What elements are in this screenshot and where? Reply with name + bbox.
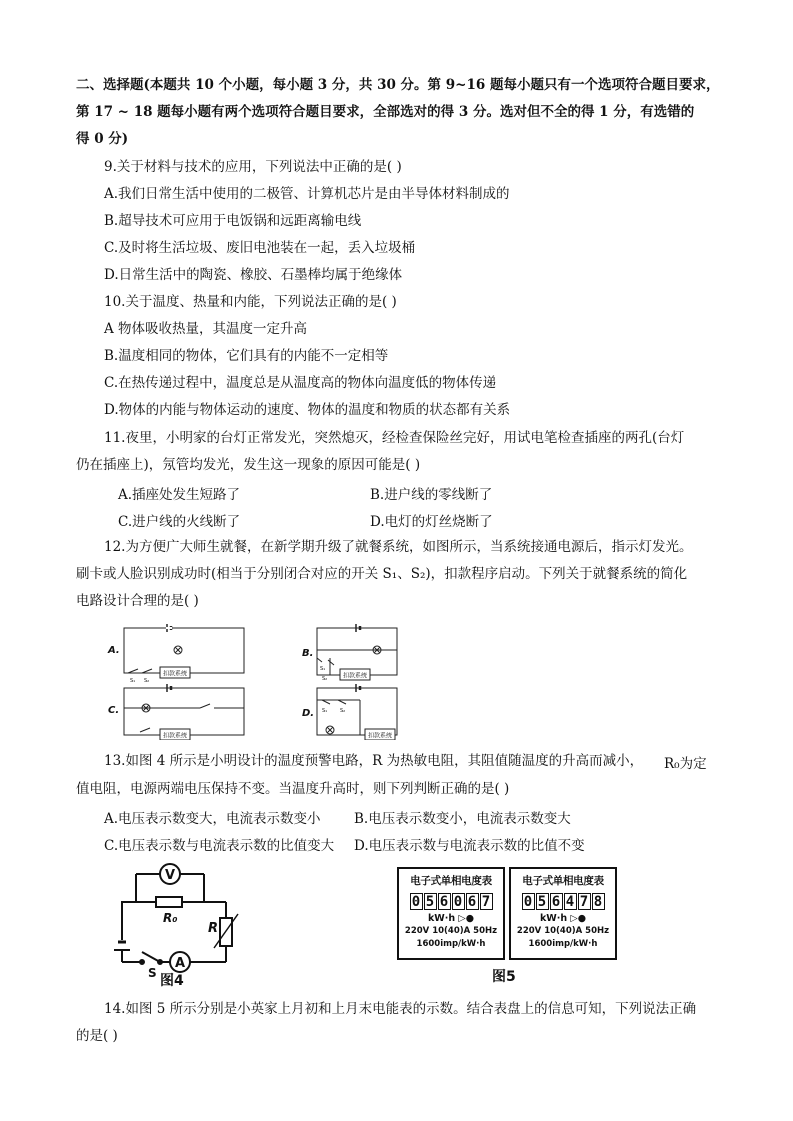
circuit-option-d-s2: S₂: [340, 708, 346, 714]
digit: 0: [410, 893, 423, 910]
digit: 8: [592, 893, 605, 910]
energy-meter-start: [397, 867, 505, 960]
question-11-option-c: C.进户线的火线断了: [118, 514, 241, 530]
circuit-option-d-s1: S₁: [322, 708, 328, 714]
circuit-option-b-s1: S₁: [320, 666, 326, 672]
section-header-line-3: 得 0 分): [76, 131, 129, 147]
voltmeter-label: V: [164, 868, 176, 883]
circuit-option-b-label: B.: [302, 648, 314, 659]
circuit-option-c-label: C.: [108, 705, 120, 716]
question-9-option-b: B.超导技术可应用于电饭锅和远距离输电线: [104, 213, 362, 229]
circuit-option-b-box-label: 扣款系统: [342, 672, 368, 680]
circuit-option-a-label: A.: [108, 645, 120, 656]
digit: 6: [550, 893, 563, 910]
question-13-stem-line-2: 值电阻，电源两端电压保持不变。当温度升高时，则下列判断正确的是( ): [76, 781, 510, 797]
section-header-line-1: 二、选择题(本题共 10 个小题，每小题 3 分，共 30 分。第 9~16 题每小题只有一个选项符合题目要求，: [76, 77, 720, 93]
digit: 6: [466, 893, 479, 910]
question-11-option-d: D.电灯的灯丝烧断了: [370, 514, 493, 530]
circuit-option-a-box-label: 扣款系统: [162, 670, 188, 678]
circuit-option-a-s2: S₂: [144, 678, 150, 684]
energy-meter-end-spec-1: 220V 10(40)A 50Hz: [516, 926, 610, 936]
figure-4-caption: 图4: [160, 973, 184, 989]
question-13-stem-line-1b: R₀为定: [664, 756, 707, 772]
question-11-stem-line-2: 仍在插座上)，氖管均发光，发生这一现象的原因可能是( ): [76, 457, 421, 473]
question-9-option-c: C.及时将生活垃圾、废旧电池装在一起，丢入垃圾桶: [104, 240, 416, 256]
circuit-option-b: [302, 624, 397, 682]
energy-meter-start-title: 电子式单相电度表: [410, 875, 492, 887]
digit: 0: [522, 893, 535, 910]
circuit-option-a: [107, 624, 244, 684]
question-9-option-d: D.日常生活中的陶瓷、橡胶、石墨棒均属于绝缘体: [104, 267, 403, 283]
digit: 0: [452, 893, 465, 910]
question-12-stem-line-3: 电路设计合理的是( ): [76, 593, 199, 609]
digit: 7: [578, 893, 591, 910]
ammeter-label: A: [174, 956, 186, 971]
circuit-option-b-s2: S₂: [322, 676, 328, 682]
question-14-stem-line-2: 的是( ): [76, 1028, 118, 1044]
question-10-option-d: D.物体的内能与物体运动的速度、物体的温度和物质的状态都有关系: [104, 402, 511, 418]
question-9-option-a: A.我们日常生活中使用的二极管、计算机芯片是由半导体材料制成的: [104, 186, 510, 202]
energy-meter-start-unit: kW·h ▷●: [427, 913, 475, 924]
circuit-option-d-box-label: 扣款系统: [367, 732, 393, 740]
figure-4-circuit: [108, 862, 268, 982]
question-9-stem: 9.关于材料与技术的应用，下列说法中正确的是( ): [104, 159, 402, 175]
digit: 5: [424, 893, 437, 910]
question-13-option-a: A.电压表示数变大，电流表示数变小: [104, 811, 321, 827]
thermistor-r-label: R: [208, 921, 219, 936]
switch-s-label: S: [148, 966, 157, 980]
question-12-stem-line-1: 12.为方便广大师生就餐，在新学期升级了就餐系统，如图所示，当系统接通电源后，指示灯发光。: [104, 539, 693, 555]
question-13-option-b: B.电压表示数变小，电流表示数变大: [354, 811, 571, 827]
circuit-option-c: [108, 684, 244, 740]
circuit-option-d: [302, 684, 397, 740]
question-13-option-c: C.电压表示数与电流表示数的比值变大: [104, 838, 335, 854]
question-13-option-d: D.电压表示数与电流表示数的比值不变: [354, 838, 585, 854]
question-11-option-a: A.插座处发生短路了: [118, 487, 241, 503]
question-10-option-c: C.在热传递过程中，温度总是从温度高的物体向温度低的物体传递: [104, 375, 497, 391]
energy-meter-end-title: 电子式单相电度表: [522, 875, 604, 887]
question-10-option-b: B.温度相同的物体，它们具有的内能不一定相等: [104, 348, 389, 364]
resistor-r0: [156, 897, 182, 907]
digit: 7: [480, 893, 493, 910]
resistor-r0-label: R₀: [163, 911, 178, 925]
digit: 6: [438, 893, 451, 910]
question-11-option-b: B.进户线的零线断了: [370, 487, 493, 503]
circuit-option-a-s1: S₁: [130, 678, 136, 684]
section-header-line-2: 第 17 ~ 18 题每小题有两个选项符合题目要求，全部选对的得 3 分。选对但不全的得 1 分，有选错的: [76, 104, 695, 120]
energy-meter-end-spec-2: 1600imp/kW·h: [528, 939, 598, 949]
circuit-option-d-label: D.: [302, 708, 315, 719]
energy-meter-start-spec-2: 1600imp/kW·h: [416, 939, 486, 949]
question-11-stem-line-1: 11.夜里，小明家的台灯正常发光，突然熄灭，经检查保险丝完好，用试电笔检查插座的两孔(台灯: [104, 430, 685, 446]
energy-meter-end: [509, 867, 617, 960]
question-10-option-a: A 物体吸收热量，其温度一定升高: [104, 321, 308, 337]
energy-meter-end-digits: [511, 893, 615, 910]
question-14-stem-line-1: 14.如图 5 所示分别是小英家上月初和上月末电能表的示数。结合表盘上的信息可知，下列说法正确: [104, 1001, 697, 1017]
digit: 5: [536, 893, 549, 910]
energy-meter-start-spec-1: 220V 10(40)A 50Hz: [404, 926, 498, 936]
energy-meter-end-unit: kW·h ▷●: [539, 913, 587, 924]
energy-meter-start-digits: [399, 893, 503, 910]
question-10-stem: 10.关于温度、热量和内能，下列说法正确的是( ): [104, 294, 397, 310]
digit: 4: [564, 893, 577, 910]
circuit-option-c-box-label: 扣款系统: [162, 732, 188, 740]
question-12-circuit-options: [0, 620, 793, 740]
question-13-stem-line-1a: 13.如图 4 所示是小明设计的温度预警电路，R 为热敏电阻，其阻值随温度的升高而减小，: [104, 753, 644, 769]
question-12-stem-line-2: 刷卡或人脸识别成功时(相当于分别闭合对应的开关 S₁、S₂)，扣款程序启动。下列关于就餐系统的简化: [76, 566, 688, 582]
figure-5-caption: 图5: [492, 969, 516, 985]
